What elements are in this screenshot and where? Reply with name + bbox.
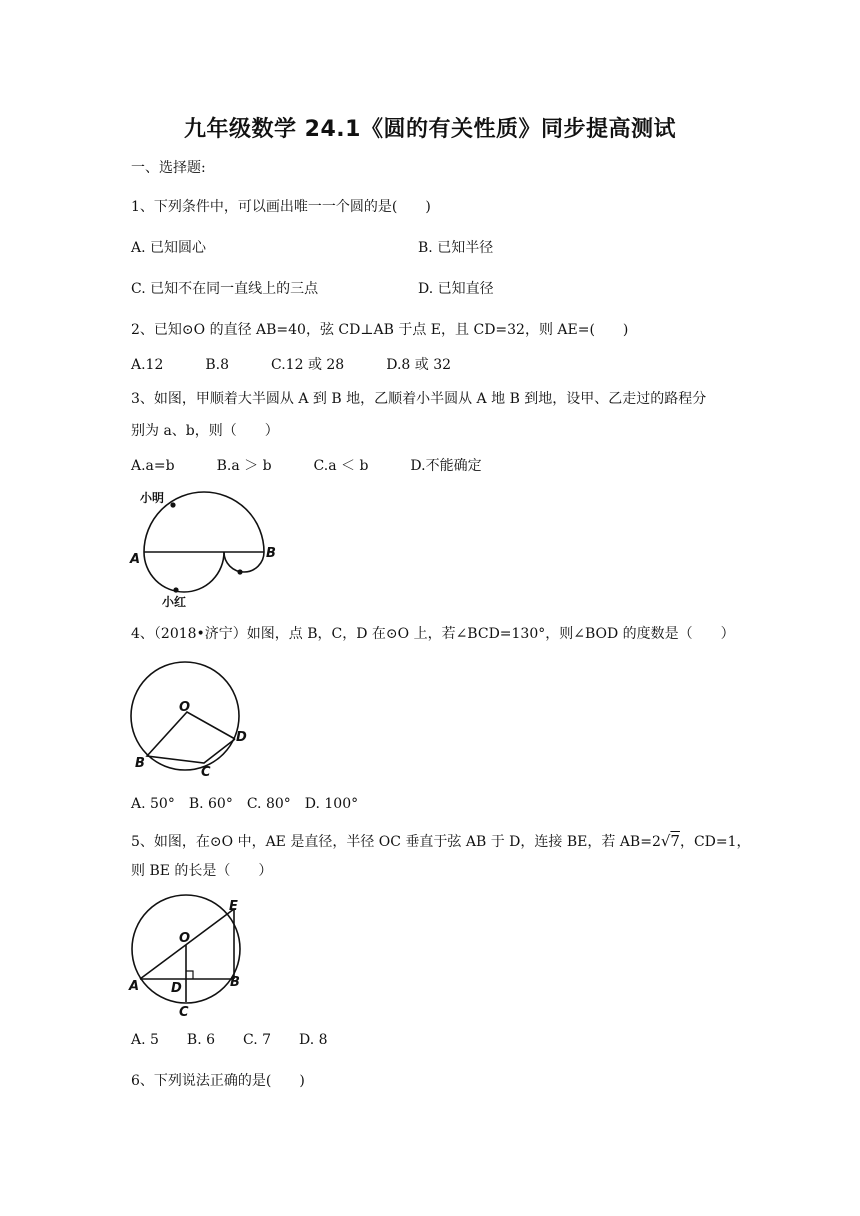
small-semicircle-left [144, 552, 224, 592]
label-a: A [130, 552, 141, 567]
question-4-options: A. 50° B. 60° C. 80° D. 100° [131, 796, 359, 812]
question-5-stem-line-1 [131, 831, 751, 852]
label-o: O [179, 931, 191, 946]
question-5-stem-post: ，CD=1， [679, 834, 751, 850]
question-2-stem: 2、已知⊙O 的直径 AB=40，弦 CD⊥AB 于点 E，且 CD=32，则 AE=( ) [131, 322, 629, 338]
small-semicircle-right [224, 552, 264, 572]
question-1-option-d: D. 已知直径 [418, 281, 494, 297]
circle-o [131, 662, 239, 770]
question-4-figure [125, 660, 255, 780]
right-angle-mark [186, 971, 193, 979]
sqrt-seven: √7 [660, 832, 680, 850]
label-o: O [179, 700, 191, 715]
label-d: D [171, 981, 182, 996]
question-1-option-b: B. 已知半径 [418, 240, 494, 256]
page-title: 九年级数学 24.1《圆的有关性质》同步提高测试 [184, 117, 676, 142]
point-xiaohong [173, 587, 178, 592]
question-6-stem: 6、下列说法正确的是( ) [131, 1073, 305, 1089]
question-4-stem: 4、（2018•济宁）如图，点 B，C，D 在⊙O 上，若∠BCD=130°，则∠BOD 的度数是（ ） [131, 626, 735, 642]
label-d: D [236, 730, 247, 745]
label-e: E [229, 899, 238, 914]
question-3-figure [120, 485, 290, 610]
label-c: C [201, 765, 211, 780]
question-1-stem: 1、下列条件中，可以画出唯一一个圆的是( ) [131, 199, 431, 215]
question-5-options: A. 5 B. 6 C. 7 D. 8 [131, 1032, 328, 1048]
section-heading: 一、选择题: [131, 160, 206, 176]
sqrt-radicand: 7 [670, 832, 680, 850]
point-right-arc [237, 569, 242, 574]
question-5-figure [120, 895, 260, 1020]
label-xiaohong: 小红 [162, 595, 187, 609]
question-1-option-c: C. 已知不在同一直线上的三点 [131, 281, 319, 297]
question-5-stem-pre: 5、如图，在⊙O 中，AE 是直径，半径 OC 垂直于弦 AB 于 D，连接 BE，若 AB=2 [131, 834, 661, 850]
label-b: B [266, 546, 276, 561]
question-2-options: A.12 B.8 C.12 或 28 D.8 或 32 [131, 357, 452, 373]
question-1-option-a: A. 已知圆心 [131, 240, 207, 256]
label-xiaoming: 小明 [140, 491, 165, 505]
question-3-stem-line-1: 3、如图，甲顺着大半圆从 A 到 B 地，乙顺着小半圆从 A 地 B 到地，设甲、乙走过的路程分 [131, 391, 707, 407]
question-3-options: A.a=b B.a ＞ b C.a ＜ b D.不能确定 [131, 458, 482, 474]
label-b: B [135, 756, 145, 771]
label-b: B [230, 975, 240, 990]
label-c: C [179, 1005, 189, 1020]
question-5-stem-line-2: 则 BE 的长是（ ） [131, 863, 273, 879]
question-3-stem-line-2: 别为 a、b，则（ ） [131, 423, 279, 439]
label-a: A [129, 979, 140, 994]
point-xiaoming [170, 502, 175, 507]
